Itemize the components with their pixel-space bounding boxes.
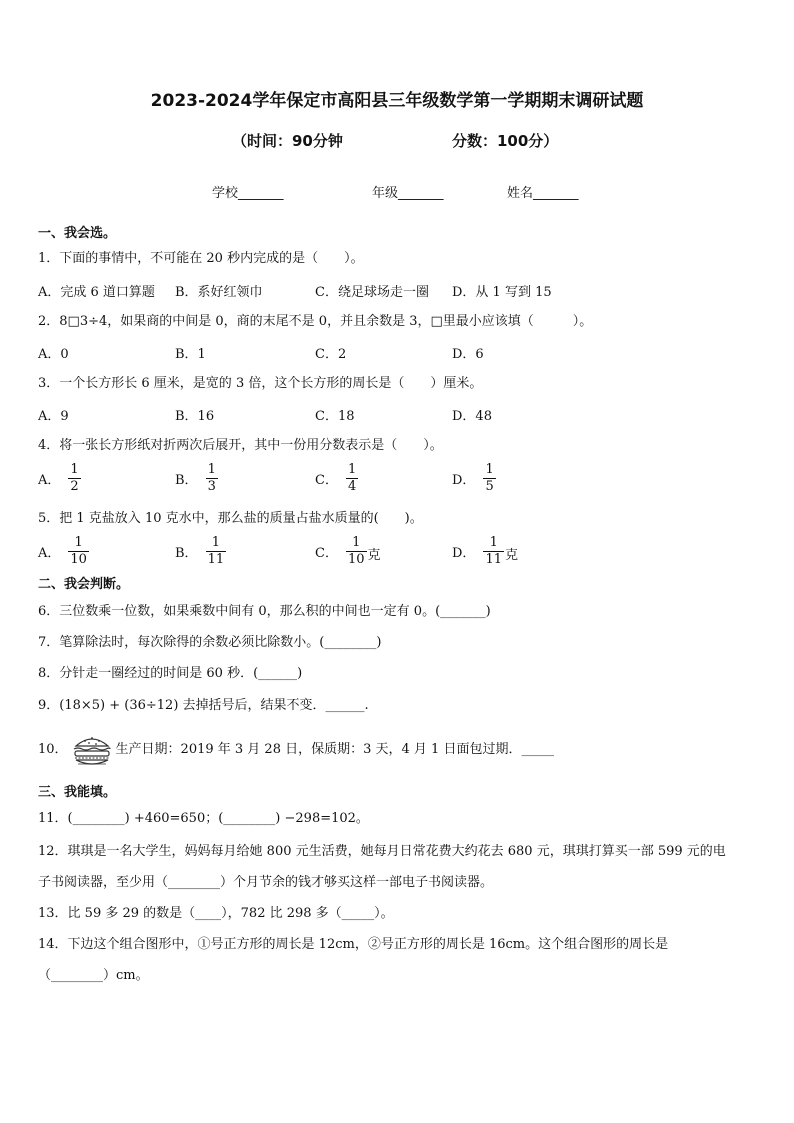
question-12-line-1: 12．琪琪是一名大学生，妈妈每月给她 800 元生活费，她每月日常花费大约花去 680 元，琪琪打算买一部 599 元的电 bbox=[38, 844, 726, 859]
bread-icon bbox=[70, 730, 114, 770]
question-6: 6．三位数乘一位数，如果乘数中间有 0，那么积的中间也一定有 0。(_______) bbox=[38, 604, 491, 619]
question-4: 4．将一张长方形纸对折两次后展开，其中一份用分数表示是（ ）。 bbox=[38, 438, 443, 453]
question-14-line-1: 14．下边这个组合图形中，①号正方形的周长是 12cm，②号正方形的周长是 16cm。这个组合图形的周长是 bbox=[38, 937, 669, 952]
option-b[interactable] bbox=[175, 535, 226, 568]
option-b[interactable]: B．16 bbox=[175, 409, 215, 424]
denominator: 11 bbox=[207, 552, 225, 567]
grade-field[interactable]: 年级_______ bbox=[372, 186, 444, 201]
question-13: 13．比 59 多 29 的数是（____），782 比 298 多（_____）。 bbox=[38, 906, 394, 921]
denominator: 10 bbox=[347, 552, 365, 567]
option-d[interactable]: D．6 bbox=[452, 347, 484, 362]
option-c[interactable] bbox=[315, 535, 381, 568]
option-c[interactable]: C．2 bbox=[315, 347, 347, 362]
fraction bbox=[483, 535, 504, 568]
question-9: 9．(18×5) + (36÷12) 去掉括号后，结果不变．______. bbox=[38, 698, 369, 713]
unit-label: 克 bbox=[504, 548, 518, 563]
question-text: 生产日期：2019 年 3 月 28 日，保质期：3 天，4 月 1 日面包过期．_____ bbox=[115, 742, 554, 757]
option-b[interactable] bbox=[175, 462, 218, 495]
denominator: 4 bbox=[347, 479, 357, 494]
unit-label: 克 bbox=[367, 548, 381, 563]
question-12-line-2: 子书阅读器，至少用（________）个月节余的钱才够买这样一部电子书阅读器。 bbox=[38, 875, 494, 890]
question-7: 7．笔算除法时，每次除得的余数必须比除数小。(________) bbox=[38, 635, 382, 650]
option-a[interactable] bbox=[38, 462, 81, 495]
option-c[interactable]: C．18 bbox=[315, 409, 355, 424]
question-2: 2．8□3÷4，如果商的中间是 0，商的末尾不是 0，并且余数是 3，□里最小应该填（ ）。 bbox=[38, 314, 593, 329]
denominator: 2 bbox=[70, 479, 79, 494]
option-label: B． bbox=[175, 473, 198, 488]
numerator: 1 bbox=[207, 462, 216, 477]
numerator: 1 bbox=[74, 535, 83, 550]
question-4-options bbox=[38, 462, 758, 502]
option-d[interactable] bbox=[452, 535, 518, 568]
numerator: 1 bbox=[211, 535, 220, 550]
option-a[interactable]: A．0 bbox=[38, 347, 69, 362]
option-label: C． bbox=[315, 473, 338, 488]
exam-score: 分数：100分） bbox=[452, 132, 559, 150]
option-b[interactable]: B．1 bbox=[175, 347, 206, 362]
denominator: 3 bbox=[207, 479, 216, 494]
denominator: 10 bbox=[70, 552, 87, 567]
question-number: 10． bbox=[38, 742, 68, 757]
school-field[interactable]: 学校_______ bbox=[212, 186, 284, 201]
option-label: D． bbox=[452, 546, 476, 561]
fraction bbox=[206, 462, 218, 495]
option-a[interactable] bbox=[38, 535, 89, 568]
option-label: A． bbox=[38, 473, 61, 488]
question-8: 8．分针走一圈经过的时间是 60 秒．(______) bbox=[38, 666, 303, 681]
question-5-options bbox=[38, 535, 758, 575]
section-fill: 三、我能填。 bbox=[38, 785, 117, 800]
question-5: 5．把 1 克盐放入 10 克水中，那么盐的质量占盐水质量的( )。 bbox=[38, 511, 423, 526]
name-field[interactable]: 姓名_______ bbox=[507, 186, 579, 201]
denominator: 5 bbox=[485, 479, 494, 494]
option-b[interactable]: B．系好红领巾 bbox=[175, 285, 263, 300]
section-choice: 一、我会选。 bbox=[38, 226, 117, 241]
numerator: 1 bbox=[489, 535, 498, 550]
numerator: 1 bbox=[485, 462, 494, 477]
option-label: A． bbox=[38, 546, 61, 561]
page-title: 2023-2024学年保定市高阳县三年级数学第一学期期末调研试题 bbox=[150, 91, 644, 111]
question-3: 3．一个长方形长 6 厘米，是宽的 3 倍，这个长方形的周长是（ ）厘米。 bbox=[38, 376, 483, 391]
option-d[interactable] bbox=[452, 462, 496, 495]
option-c[interactable] bbox=[315, 462, 358, 495]
option-a[interactable]: A．9 bbox=[38, 409, 69, 424]
fraction bbox=[483, 462, 495, 495]
fraction bbox=[346, 535, 367, 568]
fraction bbox=[346, 462, 358, 495]
denominator: 11 bbox=[485, 552, 502, 567]
section-judge: 二、我会判断。 bbox=[38, 577, 130, 592]
fraction bbox=[68, 535, 89, 568]
option-label: D． bbox=[452, 473, 476, 488]
question-10 bbox=[38, 728, 554, 772]
fraction bbox=[68, 462, 80, 495]
numerator: 1 bbox=[70, 462, 79, 477]
numerator: 1 bbox=[352, 535, 361, 550]
fraction bbox=[206, 535, 227, 568]
option-label: C． bbox=[315, 546, 338, 561]
option-label: B． bbox=[175, 546, 198, 561]
option-a[interactable]: A．完成 6 道口算题 bbox=[38, 285, 155, 300]
numerator: 1 bbox=[347, 462, 357, 477]
option-d[interactable]: D．48 bbox=[452, 409, 492, 424]
option-d[interactable]: D．从 1 写到 15 bbox=[452, 285, 552, 300]
question-14-line-2: （________）cm。 bbox=[38, 968, 149, 983]
option-c[interactable]: C．绕足球场走一圈 bbox=[315, 285, 429, 300]
exam-time: （时间：90分钟 bbox=[232, 132, 343, 150]
question-11: 11．(________) +460=650；(________) −298=102。 bbox=[38, 811, 369, 826]
question-1: 1．下面的事情中，不可能在 20 秒内完成的是（ ）。 bbox=[38, 251, 364, 266]
